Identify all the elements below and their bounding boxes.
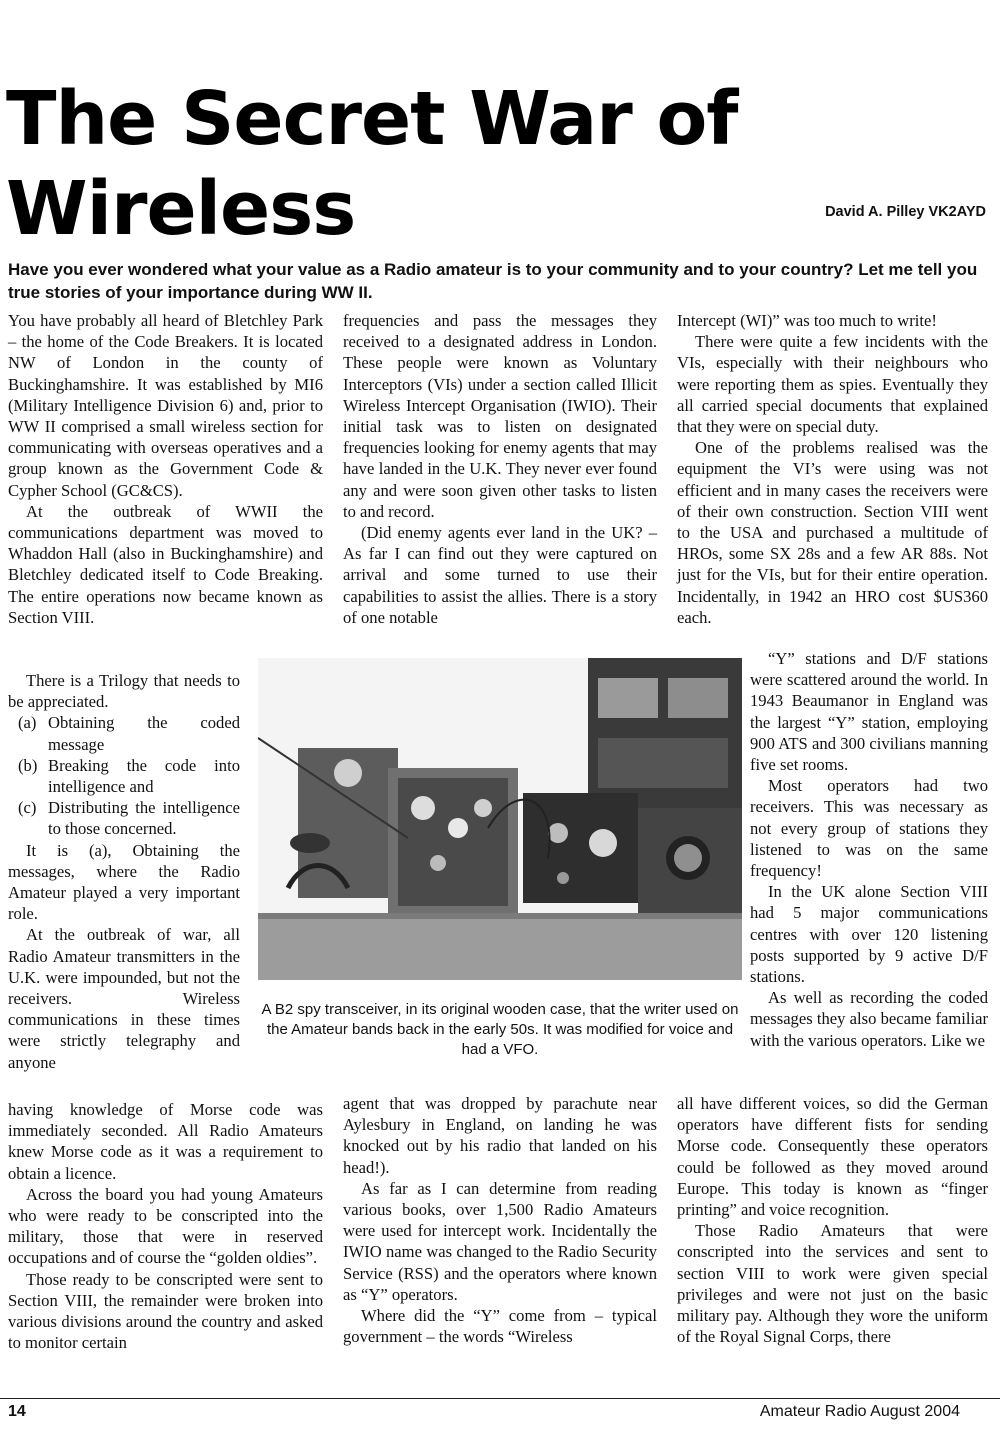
paragraph: having knowledge of Morse code was immediately seconded. All Radio Amateurs knew Morse code as it was a requirement to obtain a licence. [8, 1100, 323, 1183]
paragraph: As well as recording the coded messages they also became familiar with the various operators. Like we [750, 988, 988, 1050]
column-2-bottom [343, 1093, 657, 1347]
paragraph: “Y” stations and D/F stations were scattered around the world. In 1943 Beaumanor in England was the largest “Y” station, employing 900 ATS and 300 civilians manning five set rooms. [750, 649, 988, 775]
photo-caption: A B2 spy transceiver, in its original wooden case, that the writer used on the Amateur bands back in the early 50s. It was modified for voice and had a VFO. [261, 1001, 739, 1058]
list-item [8, 755, 240, 797]
paragraph: Those Radio Amateurs that were conscripted into the services and sent to section VIII to work were given special privileges and were not just on the basic military pay. Although they wore the uniform of the Royal Signal Corps, there [677, 1221, 988, 1347]
paragraph: At the outbreak of war, all Radio Amateur transmitters in the U.K. were impounded, but not the receivers. Wireless communications in these times were strictly telegraphy and anyone [8, 925, 240, 1072]
list-text: Distributing the intelligence to those concerned. [48, 798, 240, 839]
article-title [6, 74, 746, 254]
paragraph: As far as I can determine from reading various books, over 1,500 Radio Amateurs were used for intercept work. Incidentally the IWIO name was changed to the Radio Security Service (RSS) and the operators where known as “Y” operators. [343, 1178, 657, 1304]
column-1-narrow [8, 670, 240, 1073]
paragraph: Across the board you had young Amateurs who were ready to be conscripted into the military, those that were in reserved occupations and of course the “golden oldies”. [8, 1184, 323, 1268]
transceiver-photo [258, 658, 742, 980]
list-text: Breaking the code into intelligence and [48, 755, 240, 797]
column-1-bottom [8, 1099, 323, 1353]
paragraph: In the UK alone Section VIII had 5 major communications centres with over 120 listening posts supported by 9 active D/F stations. [750, 882, 988, 987]
paragraph: There is a Trilogy that needs to be appreciated. [8, 671, 240, 712]
title-line-2: Wireless [6, 166, 356, 252]
paragraph: agent that was dropped by parachute near Aylesbury in England, on landing he was knocked out by his radio that landed on his head!). [343, 1094, 657, 1177]
column-3-bottom [677, 1093, 988, 1347]
paragraph: One of the problems realised was the equipment the VI’s were using was not efficient and in many cases the receivers were of their own construction. Section VIII went to the USA and purchased a multitude of HROs, some SX 28s and a few AR 88s. Not just for the VIs, but for their entire operation. Incidentally, in 1942 an HRO cost $US360 each. [677, 438, 988, 627]
photo-illustration [258, 658, 742, 980]
list-item [8, 712, 240, 754]
page-number: 14 [8, 1403, 26, 1420]
column-1-top [8, 310, 323, 628]
paragraph: all have different voices, so did the German operators have different fists for sending Morse code. Consequently these operators could be followed as they moved around Europe. This today is known as “finger printing” and voice recognition. [677, 1094, 988, 1220]
paragraph: frequencies and pass the messages they received to a designated address in London. These people were known as Voluntary Interceptors (VIs) under a section called Illicit Wireless Intercept Organisation (IWIO). Their initial task was to listen on designated frequencies looking for enemy agents that may have landed in the U.K. They never ever found any and were soon given other tasks to listen to and record. [343, 311, 657, 521]
list-text: Obtaining the coded message [48, 713, 240, 754]
paragraph: Most operators had two receivers. This was necessary as not every group of stations they listened to was on the same frequency! [750, 776, 988, 881]
paragraph: At the outbreak of WWII the communications department was moved to Whaddon Hall (also in Buckinghamshire) and Bletchley dedicated itself to Code Breaking. The entire operations now became known as Section VIII. [8, 501, 323, 627]
list-marker: (b) [18, 755, 38, 775]
list-marker: (a) [18, 713, 37, 733]
paragraph: You have probably all heard of Bletchley Park – the home of the Code Breakers. It is located NW of London in the county of Buckinghamshire. It was established by MI6 (Military Intelligence Division 6) and, prior to WW II comprised a small wireless section for communicating with overseas operatives and a group known as the Government Code & Cypher School (GC&CS). [8, 311, 323, 500]
list-item [8, 797, 240, 839]
standfirst: Have you ever wondered what your value as a Radio amateur is to your community and to your country? Let me tell you true stories of your importance during WW II. [8, 260, 978, 302]
paragraph: (Did enemy agents ever land in the UK? – As far I can find out they were captured on arrival and some turned to use their capabilities to assist the allies. There is a story of one notable [343, 523, 657, 627]
paragraph: Those ready to be conscripted were sent to Section VIII, the remainder were broken into various divisions around the country and asked to monitor certain [8, 1269, 323, 1353]
title-line-1: The Secret War of [6, 76, 738, 162]
paragraph: Where did the “Y” come from – typical government – the words “Wireless [343, 1306, 657, 1347]
column-3-top [677, 310, 988, 628]
paragraph: Intercept (WI)” was too much to write! [677, 311, 937, 330]
paragraph: There were quite a few incidents with the VIs, especially with their neighbours who were reporting them as spies. Eventually they all carried special documents that explained that they were on special duty. [677, 332, 988, 437]
paragraph: It is (a), Obtaining the messages, where the Radio Amateur played a very important role. [8, 840, 240, 924]
column-2-top [343, 310, 657, 628]
publication-name: Amateur Radio August 2004 [759, 1403, 960, 1420]
column-3-narrow [750, 648, 988, 1051]
author-byline: David A. Pilley VK2AYD [825, 204, 986, 220]
list-marker: (c) [18, 798, 37, 818]
footer-rule [0, 1398, 1000, 1399]
